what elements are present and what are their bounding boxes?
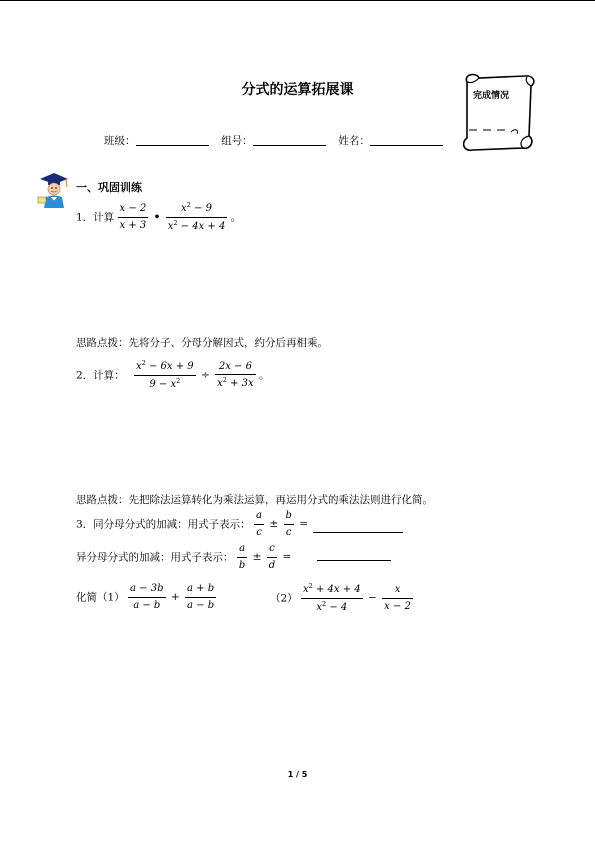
simplify-2-minus: − (368, 592, 377, 604)
name-field[interactable] (370, 145, 443, 146)
class-field[interactable] (136, 145, 209, 146)
question-3-same-denominator (76, 510, 403, 538)
q3-same-label: 3．同分母分式的加减：用式子表示： (76, 518, 251, 531)
simplify-1-plus: + (170, 591, 180, 603)
q2-prefix: 2．计算： (76, 369, 125, 382)
simplify-label: 化简（1） (76, 591, 125, 604)
group-label: 组号： (221, 135, 253, 147)
q3-same-pm: ± (269, 518, 279, 530)
completion-scroll-badge (455, 70, 540, 155)
badge-label: 完成情况 (473, 91, 510, 101)
simplify-part-2 (270, 583, 413, 613)
q1-prefix: 1．计算 (76, 211, 115, 224)
q3-same-fraction-a: $\frac{a}{c}$ (256, 510, 262, 538)
simplify-1-fraction-1: $\frac{a - 3b}{a - b}$ (130, 583, 164, 611)
q3-same-fraction-b: $\frac{b}{c}$ (285, 510, 292, 538)
q2-divide-sign: ÷ (201, 369, 210, 381)
q3-diff-pm: ± (252, 551, 262, 563)
q3-diff-fraction-a: $\frac{a}{b}$ (238, 543, 246, 571)
q3-diff-answer-blank[interactable] (317, 560, 391, 561)
q3-same-equals: = (299, 518, 309, 530)
q2-end: 。 (259, 369, 270, 382)
q2-fraction-1: $\frac{x^2 - 6x + 9}{9 - x^2}$ (136, 359, 194, 390)
q2-fraction-2: $\frac{2x - 6}{x^2 + 3x}$ (217, 360, 254, 389)
scroll-icon (455, 70, 540, 155)
student-avatar (34, 170, 74, 210)
question-2 (76, 360, 270, 390)
hint-1: 思路点拨：先将分子、分母分解因式，约分后再相乘。 (76, 337, 328, 349)
group-field[interactable] (253, 145, 326, 146)
question-1 (76, 202, 241, 232)
student-cap-icon (34, 170, 74, 210)
class-label: 班级： (104, 135, 136, 147)
q3-diff-fraction-b: $\frac{c}{d}$ (268, 543, 276, 571)
simplify-label-2: （2） (270, 592, 298, 605)
top-border (0, 0, 595, 1)
simplify-2-fraction-1: $\frac{x^2 + 4x + 4}{x^2 - 4}$ (303, 582, 361, 613)
q1-fraction-2: $\frac{x^2 - 9}{x^2 - 4x + 4}$ (167, 201, 226, 232)
name-label: 姓名： (338, 135, 370, 147)
q3-same-answer-blank[interactable] (313, 532, 403, 533)
section-title-consolidation: 一、巩固训练 (76, 181, 142, 194)
simplify-part-1 (76, 583, 216, 611)
simplify-2-fraction-2: $\frac{x}{x - 2}$ (384, 584, 411, 612)
page-number: 1 / 5 (287, 770, 308, 779)
question-3-different-denominator (76, 543, 293, 571)
q1-fraction-1: $\frac{x - 2}{x + 3}$ (119, 203, 147, 231)
student-info (104, 133, 443, 148)
q1-multiply-dot: • (153, 211, 161, 223)
hint-2: 思路点拨：先把除法运算转化为乘法运算，再运用分式的乘法法则进行化简。 (76, 494, 433, 506)
page-title: 分式的运算拓展课 (241, 82, 354, 98)
q3-diff-label: 异分母分式的加减：用式子表示： (76, 551, 234, 564)
simplify-1-fraction-2: $\frac{a + b}{a - b}$ (187, 583, 215, 611)
q1-end: 。 (230, 211, 242, 224)
q3-diff-equals: = (282, 551, 292, 563)
